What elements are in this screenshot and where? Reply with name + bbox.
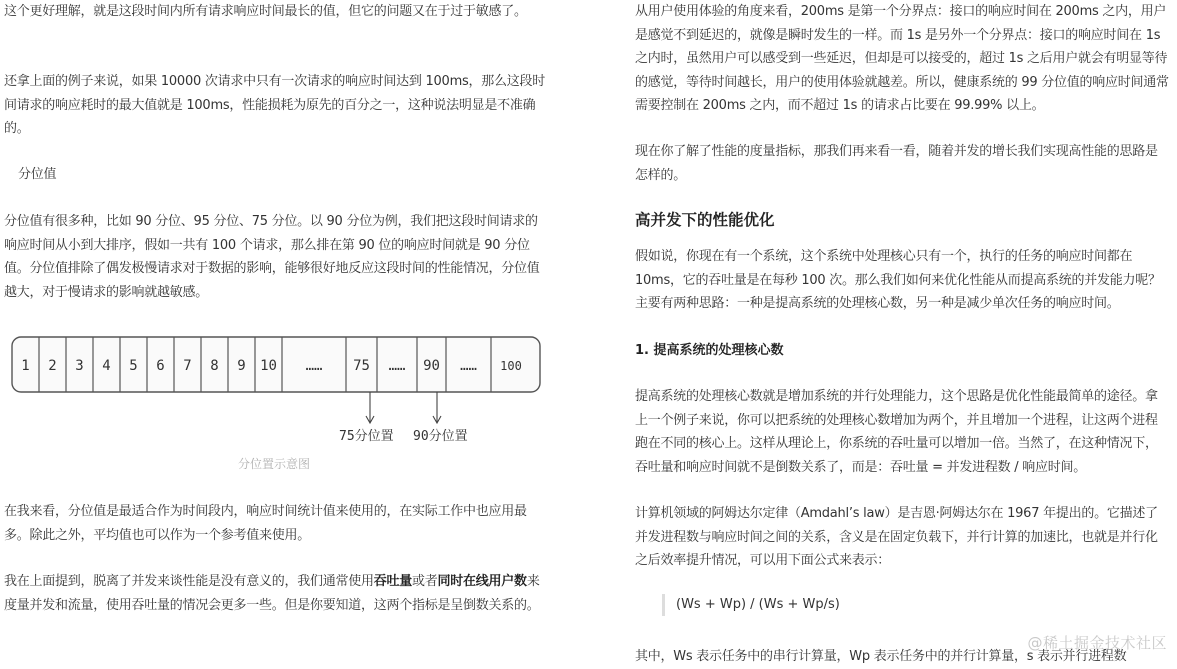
diagram-cell-label: 10 — [260, 358, 277, 374]
paragraph: 现在你了解了性能的度量指标，那我们再来看一看，随着并发的增长我们实现高性能的思路是怎样的。 — [635, 144, 1158, 183]
figure-caption: 分位置示意图 — [237, 457, 310, 471]
section-heading: 高并发下的性能优化 — [635, 211, 775, 229]
diagram-cell-label: 5 — [129, 358, 138, 374]
diagram-cell-label: 8 — [210, 358, 219, 374]
diagram-cell-label: 7 — [183, 358, 192, 374]
diagram-cell-label: 90 — [423, 358, 440, 374]
paragraph: 从用户使用体验的角度来看，200ms 是第一个分界点：接口的响应时间在 200ms 之内，用户是感觉不到延迟的，就像是瞬时发生的一样。而 1s 是另外一个分界点：接口的响应时间在 1s 之内时，虽然用户可以感受到一些延迟，但却是可以接受的，超过 1s 之后用户就会有明显等待的感觉，等待时间越长，用户的使用体验就越差。所以，健康系统的 99 分位值的响应时间通常需要控制在 200ms 之内，而不超过 1s 的请求占比要在 99.99% 以上。 — [635, 4, 1169, 113]
bold-term-online-users: 同时在线用户数 — [437, 574, 527, 589]
subsection-heading: 1. 提高系统的处理核心数 — [635, 343, 784, 358]
paragraph — [4, 570, 549, 617]
diagram-cell-label: 6 — [156, 358, 165, 374]
paragraph: 分位值有很多种，比如 90 分位、95 分位、75 分位。以 90 分位为例，我们把这段时间请求的响应时间从小到大排序，假如一共有 100 个请求，那么排在第 90 位的响应时间就是 90 分位值。分位值排除了偶发极慢请求对于数据的影响，能够很好地反应这段时间的性能情况，分位值越大，对于慢请求的影响就越敏感。 — [4, 214, 540, 300]
text-run: 我在上面提到，脱离了并发来谈性能是没有意义的，我们通常使用 — [4, 574, 374, 589]
diagram-cell-label: 4 — [102, 358, 111, 374]
section-heading-percentile: 分位值 — [18, 167, 57, 182]
diagram-cell-label: 1 — [21, 358, 30, 374]
diagram-cell-label: 2 — [48, 358, 57, 374]
diagram-cell-label: 9 — [237, 358, 246, 374]
watermark: @稀土掘金技术社区 — [1027, 634, 1167, 652]
text-run: 来度量并发和流量，使用吞吐量的情况会更多一些。但是你要知道，这两个指标是呈倒数关系的。 — [4, 574, 540, 613]
bold-term-throughput: 吞吐量 — [373, 574, 413, 589]
paragraph: 假如说，你现在有一个系统，这个系统中处理核心只有一个，执行的任务的响应时间都在 10ms，它的吞吐量是在每秒 100 次。那么我们如何来优化性能从而提高系统的并发能力呢？主要有两种思路：一种是提高系统的处理核心数，另一种是减少单次任务的响应时间。 — [635, 249, 1161, 311]
diagram-cell-label: …… — [305, 358, 323, 374]
formula-block: (Ws + Wp) / (Ws + Wp/s) — [662, 594, 840, 616]
label-75-position: 75分位置 — [339, 429, 394, 442]
paragraph: 在我来看，分位值是最适合作为时间段内，响应时间统计值来使用的，在实际工作中也应用最多。除此之外，平均值也可以作为一个参考值来使用。 — [4, 504, 527, 543]
label-90-position: 90分位置 — [413, 429, 468, 442]
paragraph: 提高系统的处理核心数就是增加系统的并行处理能力，这个思路是优化性能最简单的途径。拿上一个例子来说，你可以把系统的处理核心数增加为两个，并且增加一个进程，让这两个进程跑在不同的核心上。这样从理论上，你系统的吞吐量可以增加一倍。当然了，在这种情况下，吞吐量和响应时间就不是倒数关系了，而是：吞吐量 = 并发进程数 / 响应时间。 — [635, 389, 1158, 475]
diagram-cell-label: 100 — [500, 359, 522, 373]
paragraph: 这个更好理解，就是这段时间内所有请求响应时间最长的值，但它的问题又在于过于敏感了。 — [4, 4, 527, 19]
diagram-cell-label: …… — [460, 358, 477, 374]
percentile-diagram — [8, 332, 548, 442]
paragraph: 其中，Ws 表示任务中的串行计算量，Wp 表示任务中的并行计算量，s 表示并行进程数 — [635, 649, 1127, 664]
text-run: 或者 — [412, 574, 438, 589]
diagram-cell-label: …… — [388, 358, 406, 374]
paragraph: 还拿上面的例子来说，如果 10000 次请求中只有一次请求的响应时间达到 100ms，那么这段时间请求的响应耗时的最大值就是 100ms，性能损耗为原先的百分之一，这种说法明显是不准确的。 — [4, 74, 546, 136]
diagram-cell-label: 75 — [353, 358, 370, 374]
paragraph: 计算机领域的阿姆达尔定律（Amdahl’s law）是吉恩·阿姆达尔在 1967 年提出的。它描述了并发进程数与响应时间之间的关系，含义是在固定负载下，并行计算的加速比，也就是并行化之后效率提升情况，可以用下面公式来表示： — [635, 506, 1158, 568]
diagram-cell-label: 3 — [75, 358, 84, 374]
